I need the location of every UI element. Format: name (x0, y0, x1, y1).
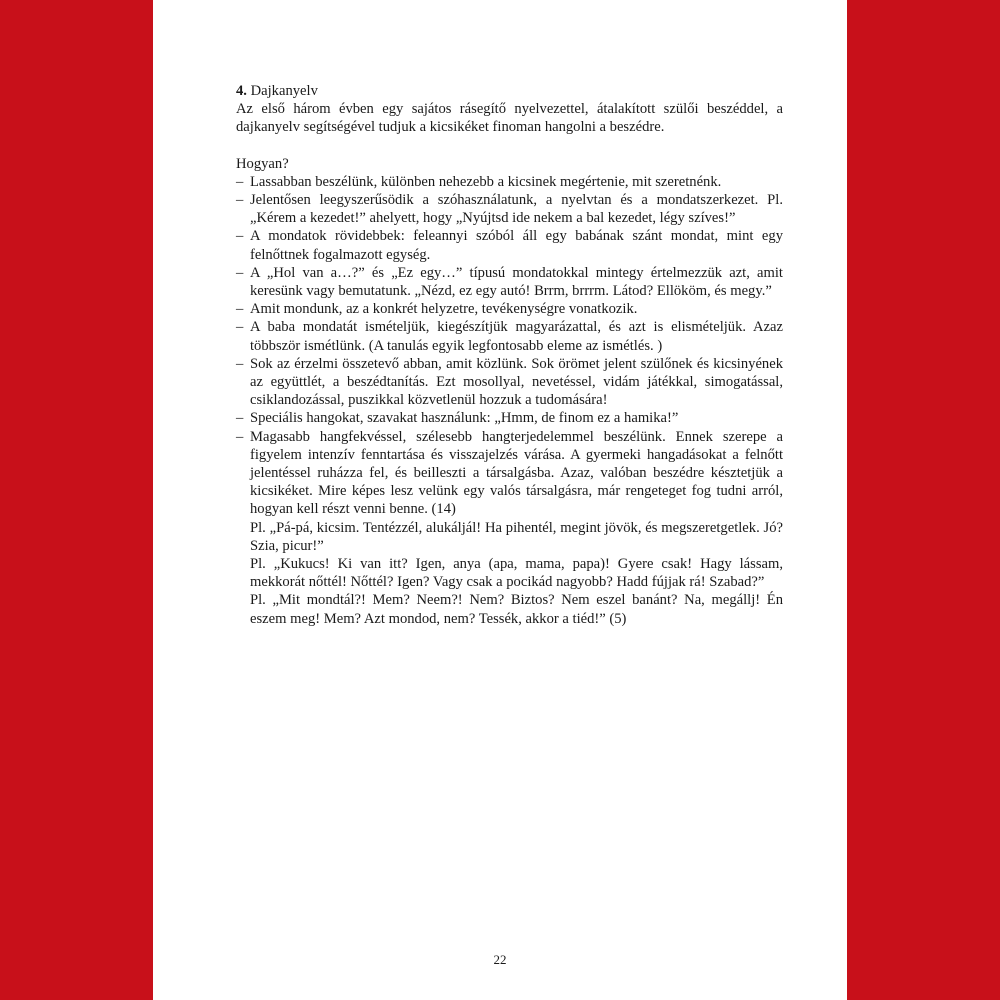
paragraph-gap (236, 137, 783, 155)
bullet-dash: – (236, 301, 244, 318)
example-paragraph: Pl. „Mit mondtál?! Mem? Neem?! Nem? Biztos? Nem eszel banánt? Na, megállj! Én eszem meg! Mem? Azt mondod, nem? Tessék, akkor a tiéd!” (5) (250, 592, 783, 627)
list-item (236, 428, 783, 519)
bullet-dash: – (236, 410, 244, 427)
list-item (236, 227, 783, 263)
example-paragraph: Pl. „Kukucs! Ki van itt? Igen, anya (apa, mama, papa)! Gyere csak! Hagy lássam, mekkorát nőttél! Nőttél? Igen? Vagy csak a pocikád nagyobb? Hadd fújjak rá! Szabad?” (250, 556, 783, 591)
example-paragraph: Pl. „Pá-pá, kicsim. Tentézzél, alukáljál! Ha pihentél, megint jövök, és megszeretgetlek. Jó? Szia, picur!” (250, 519, 783, 554)
bullet-dash: – (236, 228, 244, 245)
list-item (236, 264, 783, 300)
list-item-text: Speciális hangokat, szavakat használunk: „Hmm, de finom ez a hamika!” (250, 410, 679, 427)
section-number: 4. (236, 83, 247, 99)
list-item-text: Amit mondunk, az a konkrét helyzetre, tevékenységre vonatkozik. (250, 301, 638, 318)
bullet-dash: – (236, 264, 244, 281)
list-item-text: Lassabban beszélünk, különben nehezebb a kicsinek megértenie, mit szeretnénk. (250, 173, 722, 190)
section-heading (236, 82, 783, 100)
howto-label: Hogyan? (236, 155, 289, 172)
bullet-dash: – (236, 319, 244, 336)
bullet-dash: – (236, 428, 244, 445)
section-title: Dajkanyelv (250, 83, 318, 99)
list-item-text: A baba mondatát ismételjük, kiegészítjük magyarázattal, és azt is elismételjük. Azaz többször ismétlünk. (A tanulás egyik legfontosabb eleme az ismétlés. ) (250, 319, 783, 354)
page-content (236, 82, 783, 628)
bullet-list (236, 173, 783, 519)
list-item (236, 355, 783, 410)
bullet-dash: – (236, 355, 244, 372)
bullet-dash: – (236, 173, 244, 190)
list-item (236, 409, 783, 427)
list-item-text: A mondatok rövidebbek: feleannyi szóból áll egy babának szánt mondat, mint egy felnőttnek fogalmazott egység. (250, 228, 783, 263)
page-number: 22 (493, 952, 507, 967)
list-item (236, 191, 783, 227)
list-item-text: Magasabb hangfekvéssel, szélesebb hangterjedelemmel beszélünk. Ennek szerepe a figyelem intenzív fenntartása és visszajelzés várása. A gyermeki hangadásokat a felnőtt jelentéssel ruházza fel, és beilleszti a társalgásba. Azaz, valóban beszédre késztetjük a kicsikéket. Mire képes lesz velünk egy valós társalgásra, már rengeteget fog tudni arról, hogyan kell részt venni benne. (14) (250, 428, 783, 518)
document-page (153, 0, 847, 1000)
list-item (236, 300, 783, 318)
bullet-dash: – (236, 192, 244, 209)
intro-paragraph: Az első három évben egy sajátos rásegítő nyelvezettel, átalakított szülői beszéddel, a dajkanyelv segítségével tudjuk a kicsikéket finoman hangolni a beszédre. (236, 101, 783, 136)
list-item-text: A „Hol van a…?” és „Ez egy…” típusú mondatokkal mintegy értelmezzük azt, amit keresünk vagy bemutatunk. „Nézd, ez egy autó! Brrm, brrrm. Látod? Ellököm, és megy.” (250, 264, 783, 300)
list-item-text: Jelentősen leegyszerűsödik a szóhasználatunk, a nyelvtan és a mondatszerkezet. Pl. „Kérem a kezedet!” ahelyett, hogy „Nyújtsd ide nekem a bal kezedet, légy szíves!” (250, 192, 783, 227)
list-item-text: Sok az érzelmi összetevő abban, amit közlünk. Sok örömet jelent szülőnek és kicsinyének az együttlét, a beszédtanítás. Ezt mosollyal, nevetéssel, vidám játékkal, simogatással, csiklandozással, puszikkal közvetlenül hozzuk a tudomására! (250, 355, 783, 409)
list-item (236, 173, 783, 191)
list-item (236, 318, 783, 354)
